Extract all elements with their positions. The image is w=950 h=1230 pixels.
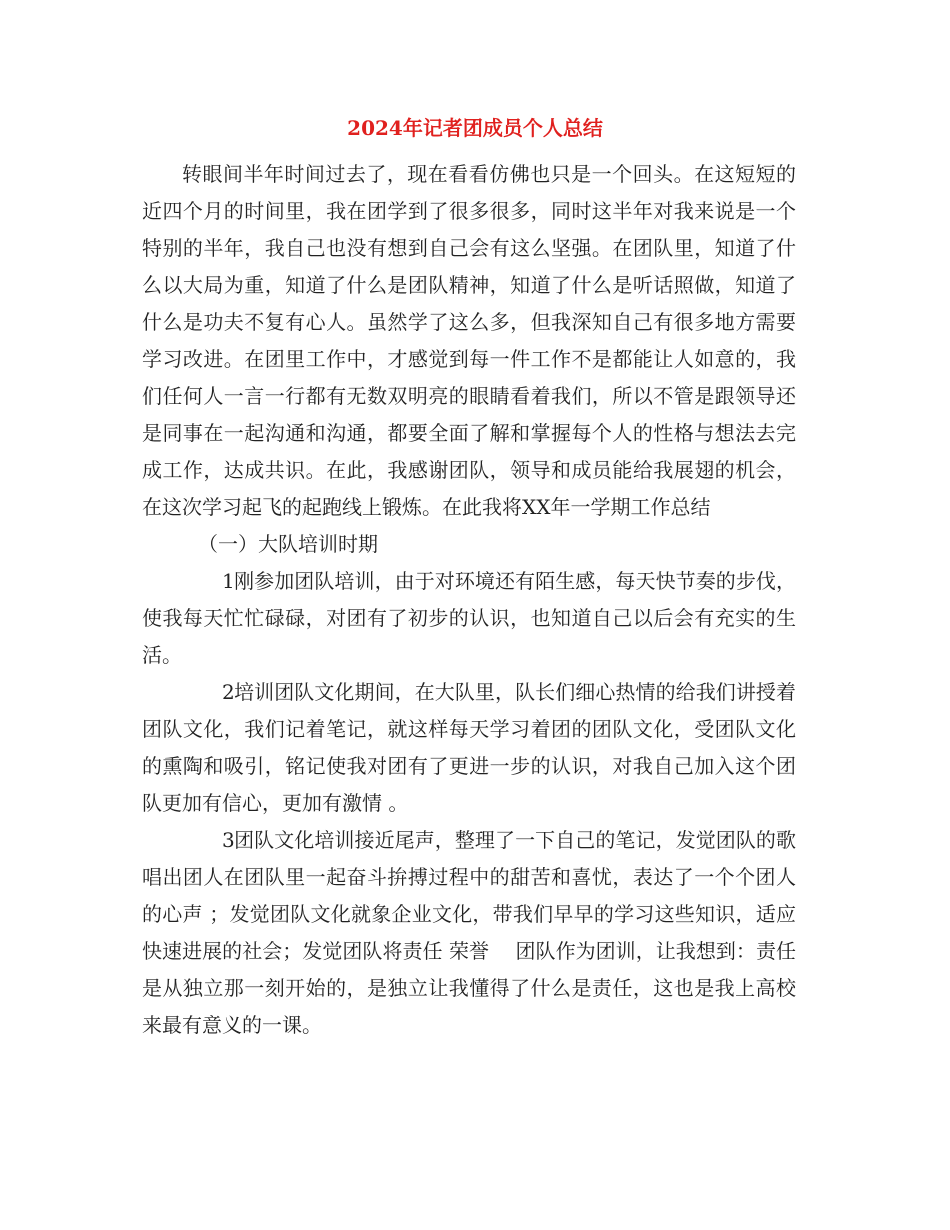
section-heading-text: （一）大队培训时期 <box>198 532 378 556</box>
item-number: 1 <box>222 569 235 593</box>
item-number: 2 <box>222 680 235 704</box>
list-item <box>142 674 796 822</box>
list-item <box>142 822 796 1044</box>
section-heading <box>142 526 796 563</box>
intro-paragraph: 转眼间半年时间过去了，现在看看仿佛也只是一个回头。在这短短的近四个月的时间里，我在团学到了很多很多，同时这半年对我来说是一个特别的半年，我自己也没有想到自己会有这么坚强。在团队里，知道了什么以大局为重，知道了什么是团队精神，知道了什么是听话照做，知道了什么是功夫不复有心人。虽然学了这么多，但我深知自己有很多地方需要学习改进。在团里工作中，才感觉到每一件工作不是都能让人如意的，我们任何人一言一行都有无数双明亮的眼睛看着我们，所以不管是跟领导还是同事在一起沟通和沟通，都要全面了解和掌握每个人的性格与想法去完成工作，达成共识。在此，我感谢团队，领导和成员能给我展翅的机会，在这次学习起飞的起跑线上锻炼。在此我将XX年一学期工作总结 <box>142 162 796 519</box>
item-text: 培训团队文化期间，在大队里，队长们细心热情的给我们讲授着团队文化，我们记着笔记，就这样每天学习着团的团队文化，受团队文化的熏陶和吸引，铭记使我对团有了更进一步的认识，对我自己加入这个团队更加有信心，更加有激情 。 <box>142 680 796 815</box>
item-text: 团队文化培训接近尾声，整理了一下自己的笔记，发觉团队的歌唱出团人在团队里一起奋斗拚搏过程中的甜苦和喜忧，表达了一个个团人的心声 ；发觉团队文化就象企业文化，带我们早早的学习这些知识，适应快速进展的社会；发觉团队将责任 荣誉 团队作为团训，让我想到：责任是从独立那一刻开始的，是独立让我懂得了什么是责任，这也是我上高校来最有意义的一课。 <box>142 828 796 1037</box>
item-text: 刚参加团队培训，由于对环境还有陌生感，每天快节奏的步伐，使我每天忙忙碌碌，对团有了初步的认识，也知道自己以后会有充实的生活。 <box>142 569 796 667</box>
document-title: 2024年记者团成员个人总结 <box>347 116 603 140</box>
list-item <box>142 563 796 674</box>
item-number: 3 <box>222 828 235 852</box>
document-body <box>142 156 796 1044</box>
